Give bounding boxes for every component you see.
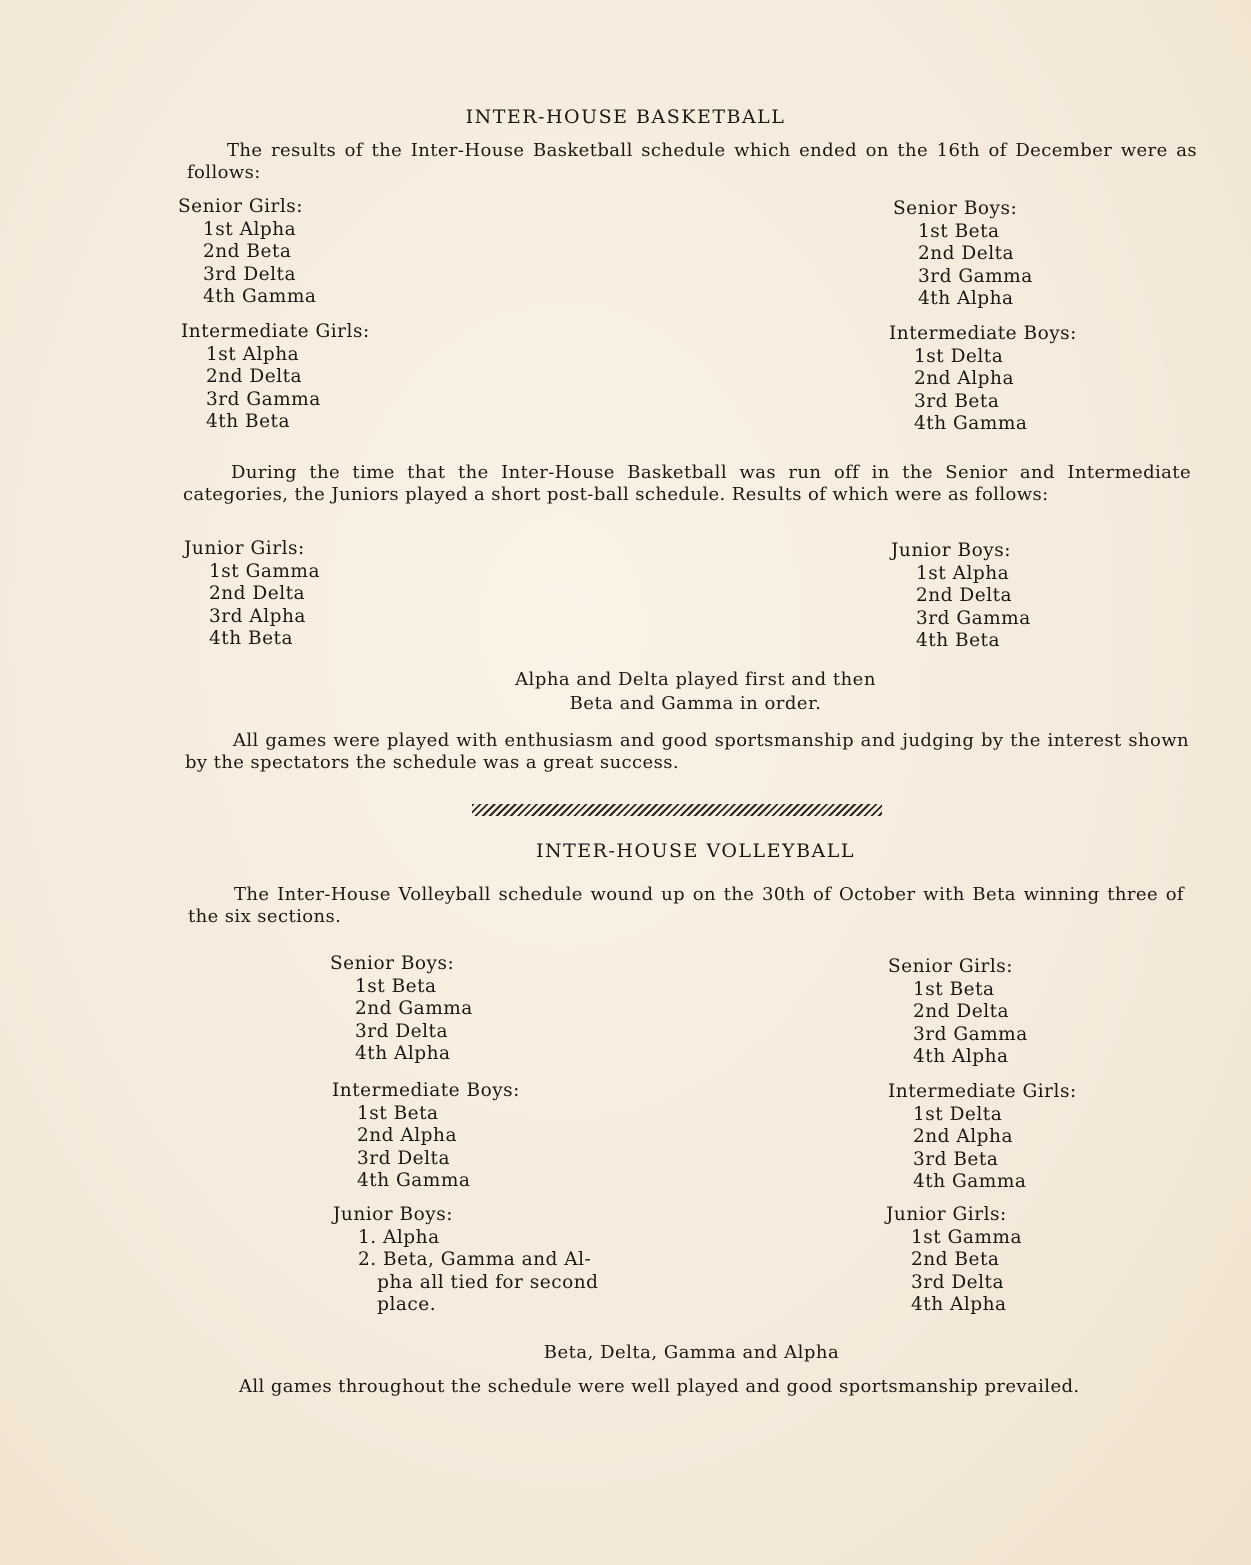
bb-intermediate-boys	[889, 323, 1077, 436]
volleyball-closing: All games throughout the schedule were well played and good sportsmanship prevailed.	[239, 1376, 1080, 1397]
list-item: 1st Delta	[914, 345, 1004, 367]
basketball-order-line2: Beta and Gamma in order.	[569, 693, 822, 714]
volleyball-intro: The Inter-House Volleyball schedule wound up on the 30th of October with Beta winning three of the six sections.	[188, 884, 1184, 927]
list-item: 3rd Alpha	[209, 605, 306, 627]
basketball-juniors-intro: During the time that the Inter-House Basketball was run off in the Senior and Intermediate categories, the Juniors played a short post-ball schedule. Results of which were as follows:	[183, 462, 1191, 505]
list-item: 1st Alpha	[916, 562, 1010, 584]
list-item: 4th Gamma	[914, 413, 1028, 434]
vb-junior-boys	[333, 1204, 598, 1317]
list-item: 3rd Beta	[914, 390, 1000, 412]
vb-intermediate-girls	[888, 1081, 1077, 1194]
list-item: 2nd Alpha	[357, 1125, 457, 1146]
list-item: 4th Alpha	[918, 288, 1014, 309]
bb-senior-boys	[893, 198, 1033, 311]
group-heading: Junior Girls:	[886, 1204, 1007, 1225]
list-item: 1st Gamma	[911, 1226, 1023, 1248]
vb-senior-boys	[330, 953, 473, 1066]
list-item: 1st Beta	[355, 975, 437, 997]
list-item: 3rd Gamma	[916, 607, 1031, 629]
list-item: 4th Alpha	[911, 1294, 1007, 1315]
list-item: 1. Alpha	[358, 1226, 440, 1248]
list-item: 1st Alpha	[206, 343, 300, 365]
list-item: 1st Beta	[913, 978, 995, 1000]
list-item: 2nd Beta	[203, 241, 292, 262]
list-item: 3rd Gamma	[918, 265, 1033, 287]
group-heading: Senior Girls:	[888, 956, 1013, 977]
list-item: pha all tied for second	[358, 1271, 599, 1293]
group-heading: Junior Girls:	[184, 538, 305, 559]
group-heading: Intermediate Boys:	[889, 323, 1077, 344]
list-item: 4th Gamma	[913, 1171, 1027, 1192]
list-item: 2nd Delta	[209, 583, 306, 604]
list-item: 3rd Delta	[203, 263, 296, 285]
list-item: 2nd Alpha	[913, 1126, 1013, 1147]
list-item: 4th Beta	[916, 630, 1001, 651]
list-item: 4th Beta	[209, 628, 294, 649]
list-item: 2nd Delta	[916, 585, 1013, 606]
group-heading: Junior Boys:	[891, 540, 1011, 561]
vb-intermediate-boys	[332, 1080, 520, 1193]
group-heading: Intermediate Girls:	[181, 321, 370, 342]
list-item: 2nd Delta	[918, 243, 1015, 264]
group-heading: Intermediate Girls:	[888, 1081, 1077, 1102]
group-heading: Senior Girls:	[178, 196, 303, 217]
list-item: 1st Gamma	[209, 560, 321, 582]
list-item: 3rd Beta	[913, 1148, 999, 1170]
list-item: 3rd Delta	[355, 1020, 448, 1042]
section-divider	[472, 804, 882, 816]
list-item: 2. Beta, Gamma and Al-	[358, 1249, 592, 1270]
list-item: 3rd Gamma	[206, 388, 321, 410]
bb-senior-girls	[178, 196, 316, 309]
list-item: 2nd Gamma	[355, 998, 473, 1019]
basketball-order-line1: Alpha and Delta played first and then	[515, 669, 876, 690]
volleyball-order-line: Beta, Delta, Gamma and Alpha	[543, 1342, 840, 1363]
basketball-intro: The results of the Inter-House Basketball schedule which ended on the 16th of December were as follows:	[187, 140, 1197, 183]
list-item: 2nd Beta	[911, 1249, 1000, 1270]
list-item: 1st Delta	[913, 1103, 1003, 1125]
group-heading: Senior Boys:	[893, 198, 1018, 219]
list-item: 1st Beta	[357, 1102, 439, 1124]
list-item: 1st Alpha	[203, 218, 297, 240]
list-item: 2nd Alpha	[914, 368, 1014, 389]
list-item: 4th Alpha	[913, 1046, 1009, 1067]
group-heading: Senior Boys:	[330, 953, 455, 974]
group-heading: Junior Boys:	[333, 1204, 453, 1225]
list-item: 4th Gamma	[357, 1170, 471, 1191]
vb-senior-girls	[888, 956, 1028, 1069]
bb-intermediate-girls	[181, 321, 370, 434]
bb-junior-boys	[891, 540, 1031, 653]
volleyball-title: INTER-HOUSE VOLLEYBALL	[535, 840, 855, 862]
list-item: 4th Alpha	[355, 1043, 451, 1064]
list-item: place.	[358, 1294, 437, 1315]
vb-junior-girls	[886, 1204, 1022, 1317]
list-item: 4th Gamma	[203, 286, 317, 307]
list-item: 1st Beta	[918, 220, 1000, 242]
list-item: 3rd Delta	[357, 1147, 450, 1169]
basketball-title: INTER-HOUSE BASKETBALL	[465, 106, 786, 128]
list-item: 3rd Gamma	[913, 1023, 1028, 1045]
list-item: 2nd Delta	[913, 1001, 1010, 1022]
bb-junior-girls	[184, 538, 320, 651]
list-item: 2nd Delta	[206, 366, 303, 387]
group-heading: Intermediate Boys:	[332, 1080, 520, 1101]
basketball-closing: All games were played with enthusiasm and good sportsmanship and judging by the interest shown by the spectators the schedule was a great success.	[185, 730, 1189, 773]
list-item: 4th Beta	[206, 411, 291, 432]
list-item: 3rd Delta	[911, 1271, 1004, 1293]
